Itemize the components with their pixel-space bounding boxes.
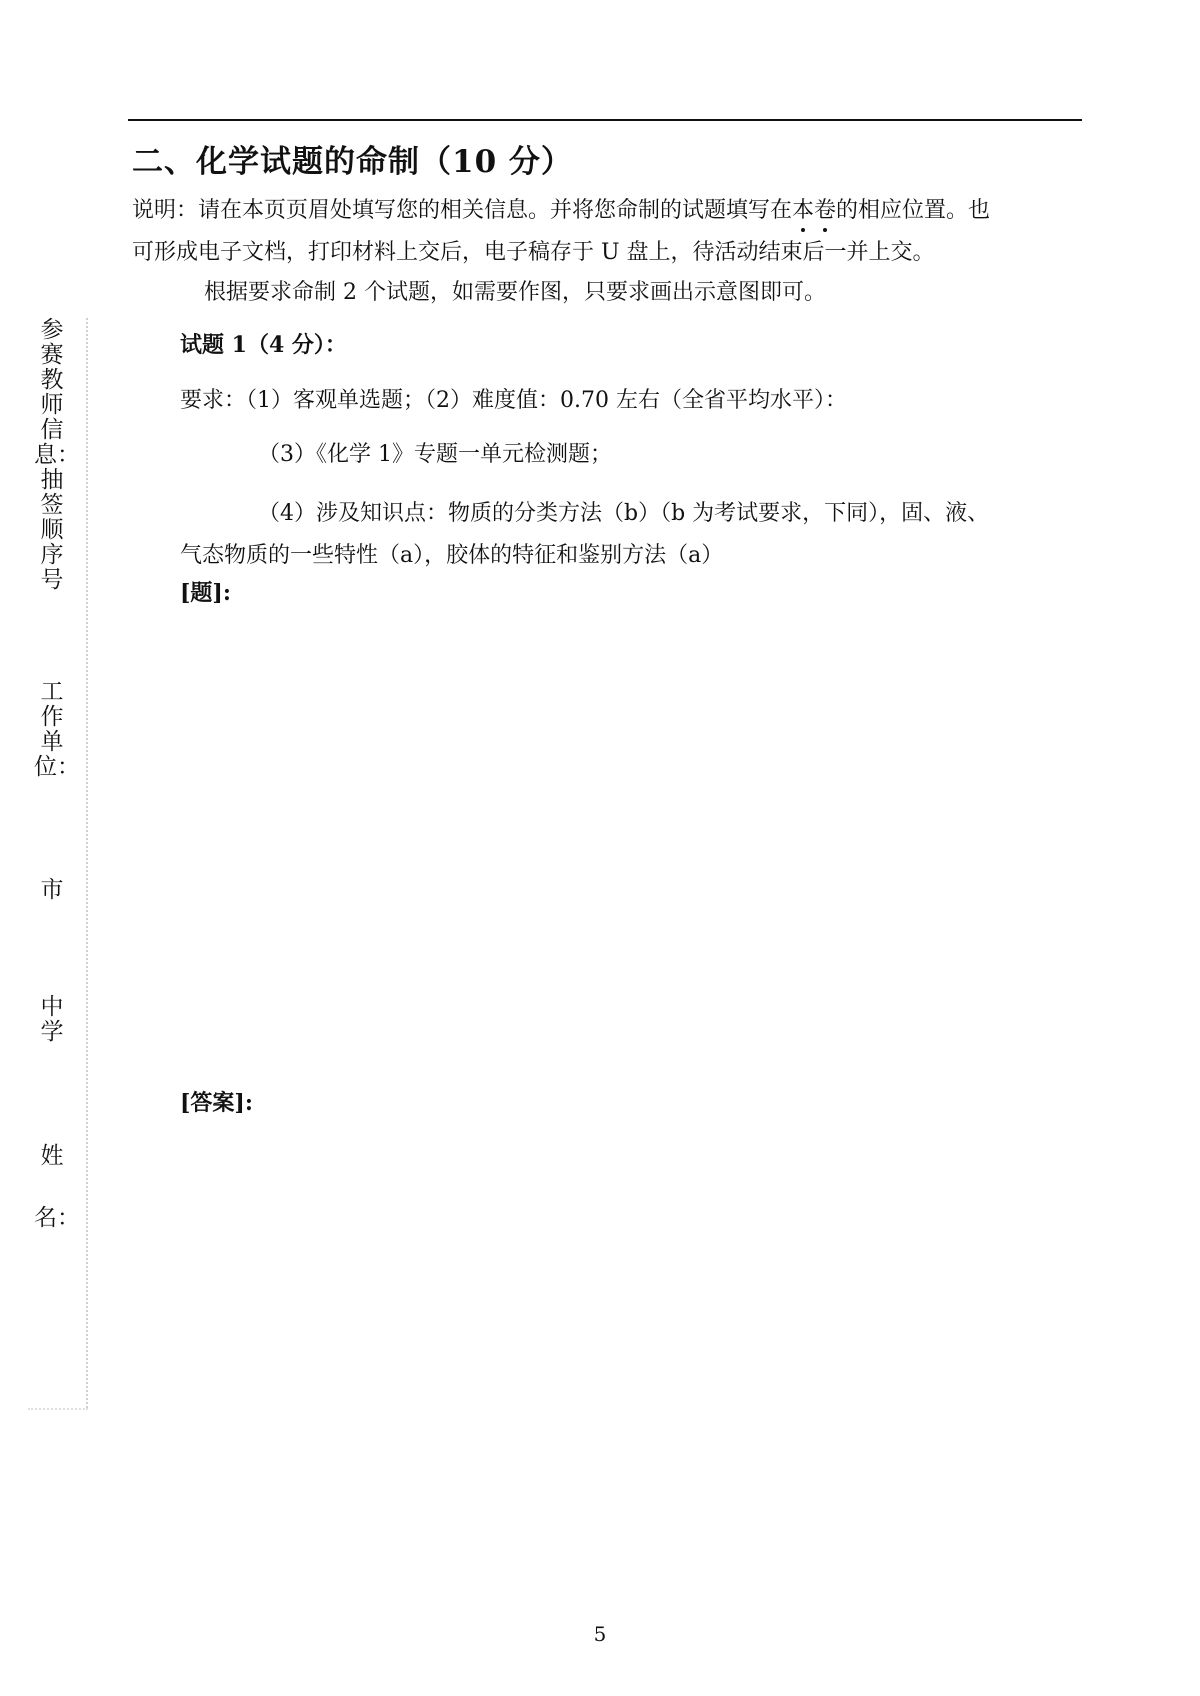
- question-1-requirement-4: 气态物质的一些特性（a），胶体的特征和鉴别方法（a）: [180, 543, 724, 568]
- instructions-line-1: [132, 196, 990, 226]
- binding-school: 中学: [40, 994, 64, 1045]
- instructions-line-1-tail: 的相应位置。也: [836, 198, 991, 223]
- instructions-line-2: 可形成电子文档，打印材料上交后，电子稿存于 U 盘上，待活动结束后一并上交。: [132, 240, 935, 265]
- binding-dotted-bottom: [28, 1408, 88, 1410]
- emphasis-char-1: 本: [792, 196, 814, 226]
- question-1-requirement-3: （4）涉及知识点：物质的分类方法（b）（b 为考试要求，下同），固、液、: [258, 501, 990, 526]
- binding-work-unit: 工作单位：: [34, 679, 80, 780]
- binding-name: 姓名：: [34, 1143, 80, 1231]
- page-number: 5: [593, 1622, 607, 1646]
- question-1-requirement-2: （3）《化学 1》专题一单元检测题；: [258, 442, 612, 467]
- answer-label: [答案]:: [180, 1090, 253, 1116]
- binding-city: 市: [40, 877, 64, 903]
- instructions-line-1-text: 说明：请在本页页眉处填写您的相关信息。并将您命制的试题填写在: [132, 198, 793, 223]
- answer-writing-area[interactable]: [182, 1140, 1082, 1440]
- question-1-heading: 试题 1（4 分）：: [180, 332, 347, 358]
- binding-teacher-info: 参赛教师信息：抽签顺序号: [34, 317, 80, 593]
- emphasis-char-2: 卷: [814, 196, 836, 226]
- question-1-requirement-1: 要求：（1）客观单选题；（2）难度值：0.70 左右（全省平均水平）：: [180, 388, 847, 413]
- question-writing-area[interactable]: [182, 620, 1082, 1070]
- instructions-line-3: 根据要求命制 2 个试题，如需要作图，只要求画出示意图即可。: [204, 280, 826, 305]
- section-title: 二、化学试题的命制（10 分）: [132, 144, 573, 180]
- binding-dotted-line: [86, 318, 88, 1408]
- header-rule: [128, 119, 1082, 121]
- question-label: [题]:: [180, 580, 231, 606]
